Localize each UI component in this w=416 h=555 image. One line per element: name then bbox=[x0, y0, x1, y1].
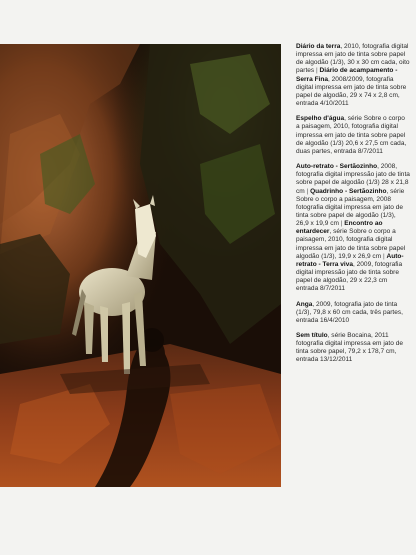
caption-sem-titulo bbox=[296, 332, 410, 365]
caption-text: , série Bocaina, 2011 fotografia digital impressa em jato de tinta sobre papel, 79,2 x 178,7 cm, entrada 13/12/2011 bbox=[296, 332, 403, 364]
caption-espelho bbox=[296, 115, 410, 156]
caption-text: , 2010, fotografia digital impressa em jato de tinta sobre papel de algodão (1/3), 30 x 30 cm cada, oito partes bbox=[296, 43, 410, 75]
caption-title: Anga bbox=[296, 300, 313, 308]
caption-separator: | bbox=[304, 187, 311, 195]
caption-text: , série Sobre o corpo a paisagem, 2010, fotografia digital impressa em jato de tinta sobre papel de algodão (1/3) 20,6 x 27,5 cm cada, duas partes, entrada 8/7/2011 bbox=[296, 115, 407, 155]
caption-text: , série Sobre o corpo a paisagem, 2008 fotografia digital impressa em jato de tinta sobre papel de algodão (1/3), 26,9 x 19,9 cm bbox=[296, 187, 405, 228]
caption-text: , 2009, fotografia jato de tinta (1/3), 79,8 x 60 cm cada, três partes, entrada 16/4/2010 bbox=[296, 300, 403, 324]
caption-text: , 2008, fotografia digital impressão jato de tinta sobre papel de algodão (1/3) 28 x 21,8 cm bbox=[296, 163, 410, 195]
caption-separator: | bbox=[381, 252, 387, 260]
caption-text: , 2009, fotografia digital impressão jato de tinta sobre papel de algodão, 29 x 22,3 cm entrada 8/7/2011 bbox=[296, 260, 403, 293]
caption-separator: | bbox=[314, 67, 320, 75]
caption-title: Auto-retrato - Sertãozinho bbox=[296, 163, 378, 171]
caption-title: Diário de acampamento - Serra Fina bbox=[296, 67, 398, 83]
caption-title: Sem título bbox=[296, 332, 328, 339]
caption-diario bbox=[296, 43, 410, 108]
caption-title: Espelho d'água bbox=[296, 115, 345, 123]
caption-text: , 2008/2009, fotografia digital impressa em jato de tinta sobre papel de algodão, 29 x 74 x 2,8 cm, entrada 4/10/2011 bbox=[296, 75, 407, 108]
caption-text: , série Sobre o corpo a paisagem, 2010, fotografia digital impressa em jato de tinta sobre papel algodão (1/3), 19,9 x 26,9 cm bbox=[296, 228, 406, 260]
photograph-white-horse-on-path bbox=[0, 44, 281, 487]
caption-separator: | bbox=[338, 220, 345, 228]
caption-anga bbox=[296, 301, 410, 325]
caption-title: Encontro ao entardecer bbox=[296, 220, 383, 236]
caption-auto-retrato bbox=[296, 163, 410, 294]
caption-title: Auto-retrato - Terra viva bbox=[296, 252, 404, 268]
caption-title: Diário da terra bbox=[296, 43, 341, 50]
caption-column bbox=[296, 43, 410, 372]
caption-title: Quadrinho - Sertãozinho bbox=[310, 187, 387, 195]
